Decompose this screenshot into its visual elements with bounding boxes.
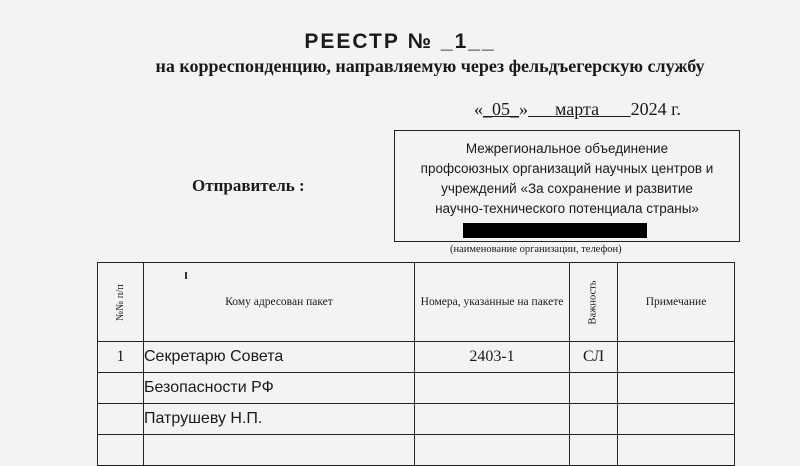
date-day: _05_ [483, 99, 519, 119]
cell-addressee: Безопасности РФ [144, 373, 415, 404]
table-row [98, 342, 735, 373]
cell-num: 1 [98, 342, 144, 373]
cell-importance [570, 435, 618, 466]
cell-addressee [144, 435, 415, 466]
sender-org-box [394, 130, 740, 242]
header-note: Примечание [618, 263, 735, 342]
registry-table [97, 262, 735, 466]
cell-package-numbers [415, 373, 570, 404]
cell-note [618, 373, 735, 404]
cell-addressee: Патрушеву Н.П. [144, 404, 415, 435]
cell-package-numbers [415, 435, 570, 466]
cell-importance [570, 373, 618, 404]
cell-importance: СЛ [570, 342, 618, 373]
header-importance: Важность [570, 263, 618, 342]
sender-label: Отправитель : [192, 176, 305, 195]
date-month: марта [555, 99, 600, 119]
date-year: 2024 г. [630, 99, 681, 119]
cell-num [98, 404, 144, 435]
date-open-quote: « [474, 99, 483, 119]
header-package-numbers: Номера, указанные на пакете [415, 263, 570, 342]
registry-title: РЕЕСТР № _1__ [304, 30, 496, 53]
org-line: научно-технического потенциала страны» [435, 201, 699, 216]
cell-note [618, 435, 735, 466]
cell-package-numbers [415, 404, 570, 435]
org-line: профсоюзных организаций научных центров и [420, 161, 714, 176]
ink-speck [185, 272, 187, 279]
cell-addressee: Секретарю Совета [144, 342, 415, 373]
table-row [98, 404, 735, 435]
header-num: №№ п/п [98, 263, 144, 342]
redaction-bar [463, 223, 647, 238]
header-addressee: Кому адресован пакет [144, 263, 415, 342]
cell-num [98, 435, 144, 466]
table-row [98, 435, 735, 466]
cell-num [98, 373, 144, 404]
date-close-quote: » [519, 99, 528, 119]
registry-date [474, 99, 681, 120]
registry-subtitle: на корреспонденцию, направляемую через фельдъегерскую службу [155, 56, 705, 76]
cell-note [618, 342, 735, 373]
org-line: учреждений «За сохранение и развитие [441, 181, 693, 196]
cell-note [618, 404, 735, 435]
cell-importance [570, 404, 618, 435]
table-row [98, 373, 735, 404]
org-caption: (наименование организации, телефон) [450, 244, 622, 255]
table-header-row [98, 263, 735, 342]
org-line: Межрегиональное объединение [465, 141, 669, 156]
cell-package-numbers: 2403-1 [415, 342, 570, 373]
